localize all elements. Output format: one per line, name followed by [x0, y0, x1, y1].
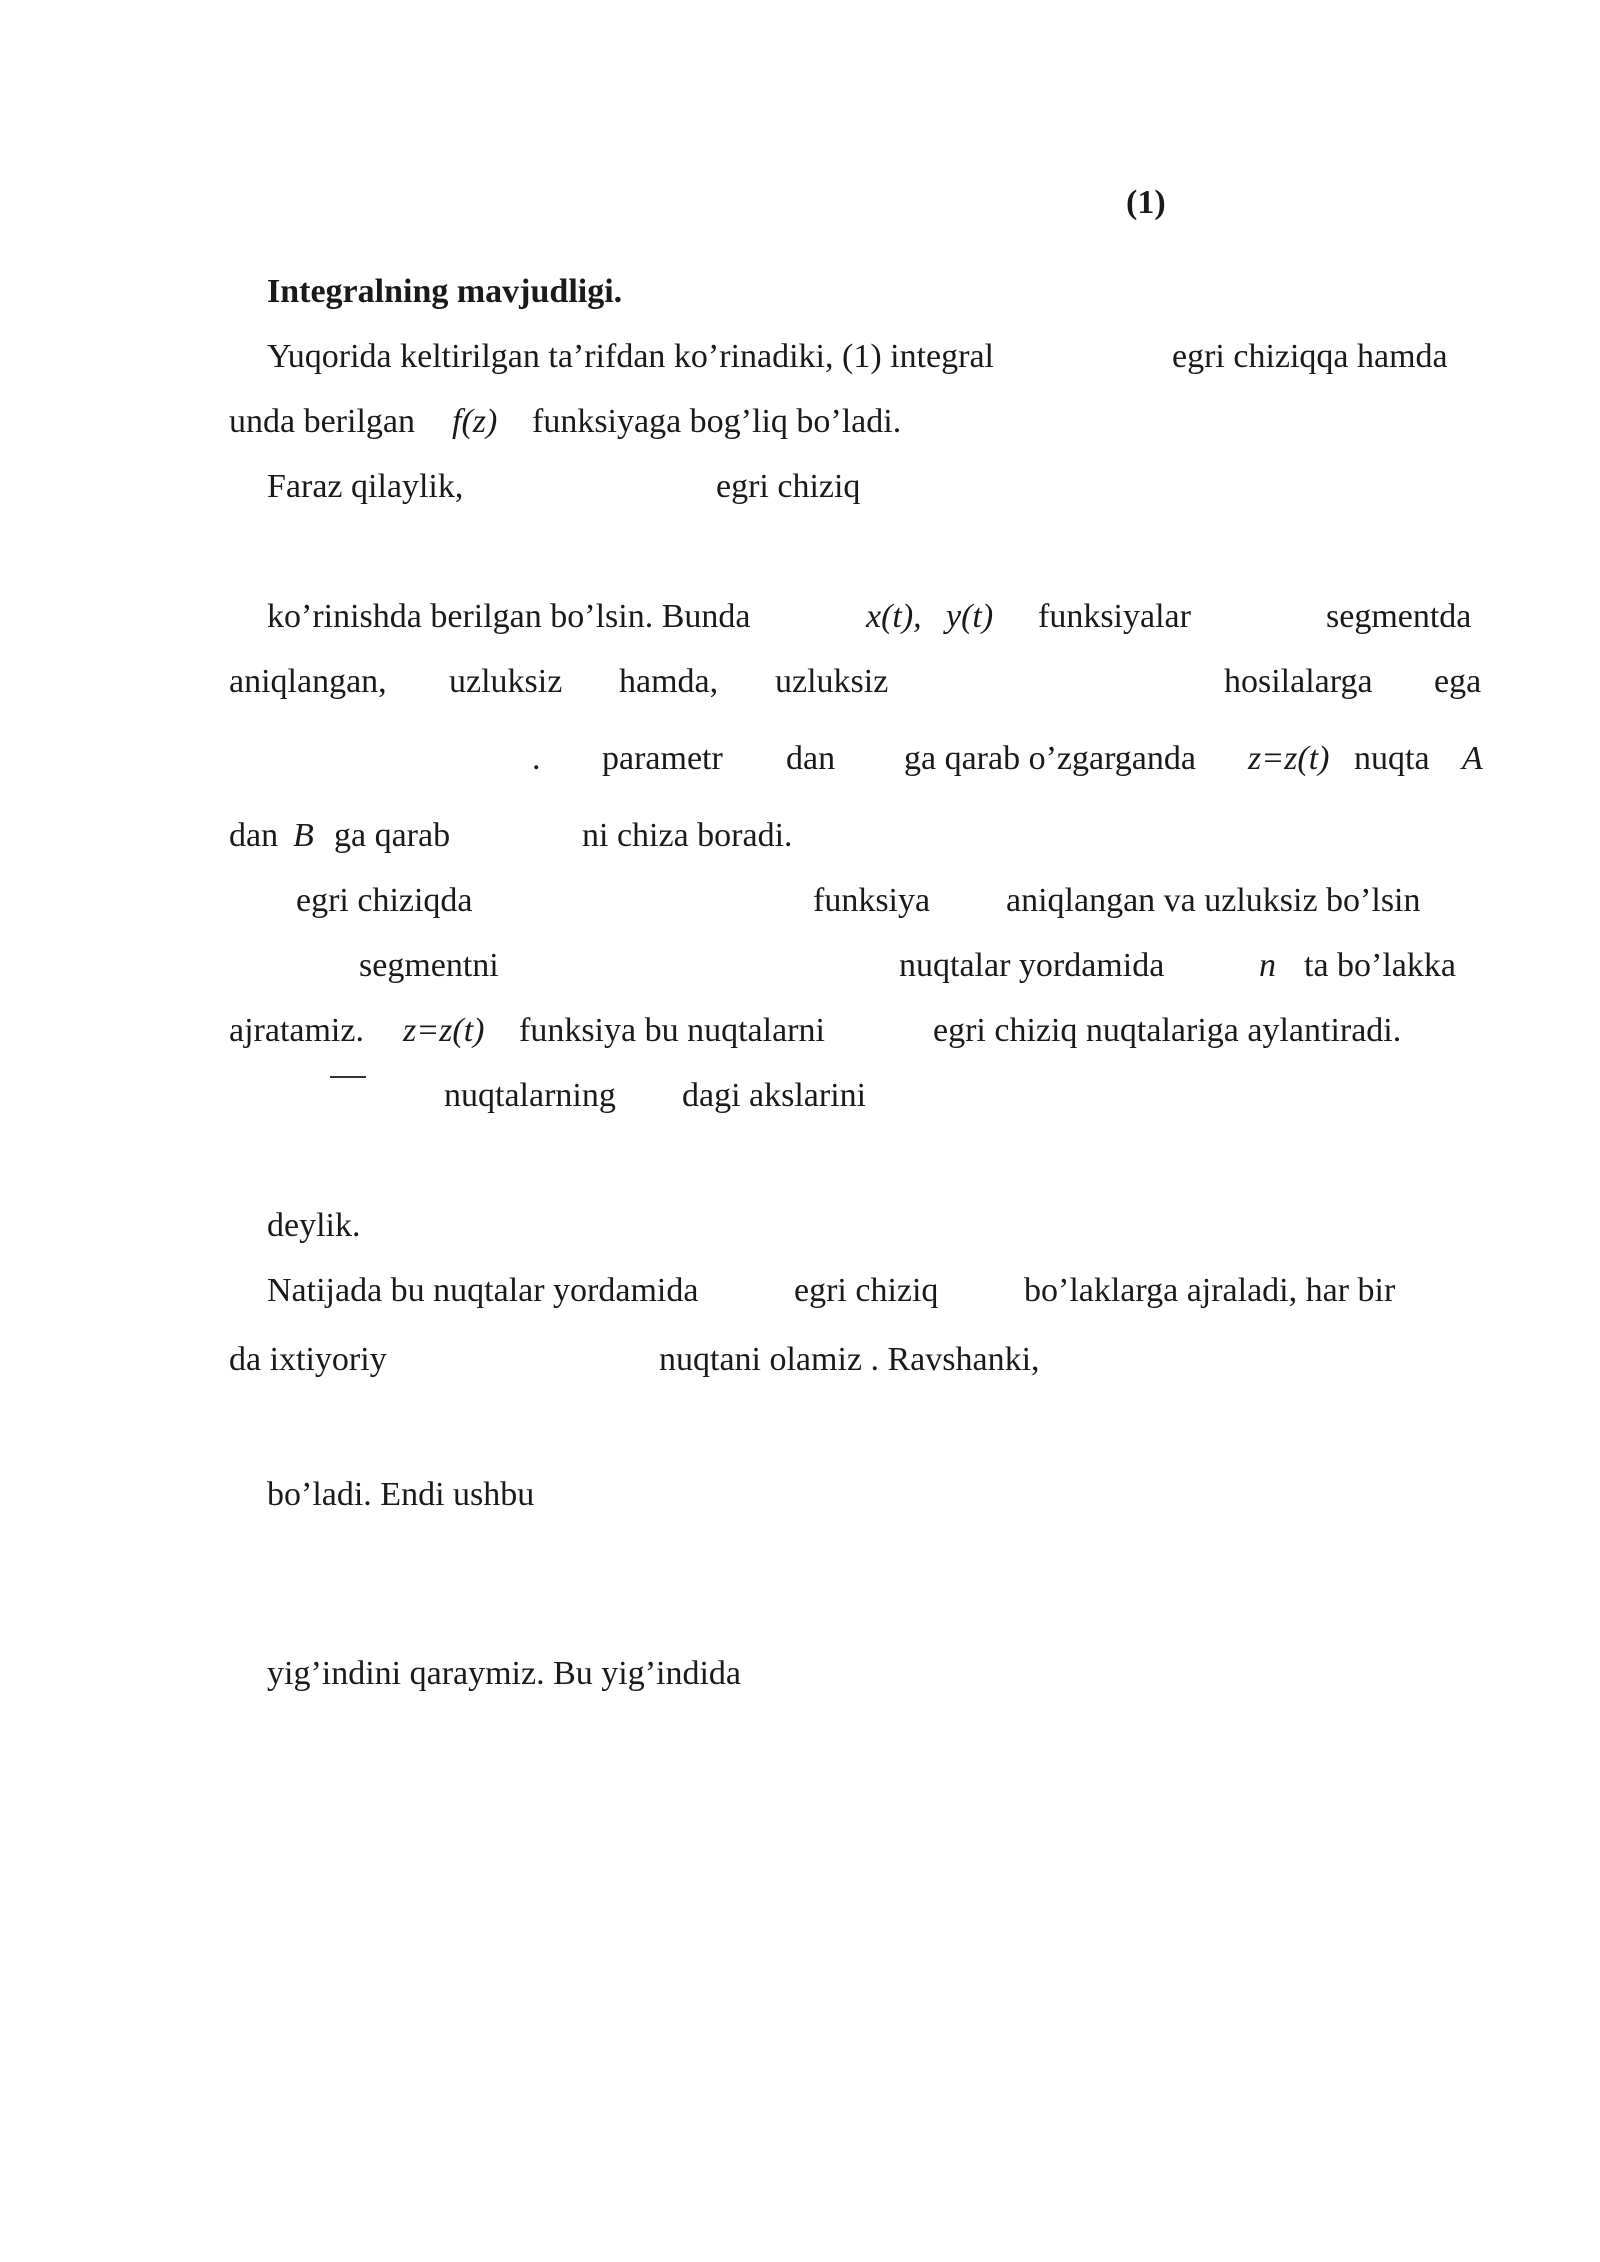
p1-line1-right: egri chiziqqa hamda [1172, 338, 1448, 375]
p3-line3-z: z=z(t) [1248, 740, 1330, 777]
p3-line2-c: hamda, [619, 663, 719, 700]
equation-label: (1) [1126, 184, 1166, 221]
p3-line3-c: ga qarab o’zgarganda [904, 740, 1196, 777]
p4-line3-a: ajratamiz. [229, 1012, 364, 1049]
p4-line2-b: nuqtalar yordamida [899, 947, 1165, 984]
p6-line2-b: nuqtani olamiz . Ravshanki, [659, 1341, 1040, 1378]
p4-line2-a: segmentni [359, 947, 499, 984]
p4-line2-n: n [1259, 947, 1276, 984]
section-heading: Integralning mavjudligi. [267, 273, 623, 310]
p1-line2-right: funksiyaga bog’liq bo’ladi. [532, 403, 902, 440]
p3-line2-d: uzluksiz [775, 663, 889, 700]
p4-line1-a: egri chiziqda [296, 882, 473, 919]
p3-line1-c: segmentda [1326, 598, 1472, 635]
p6-line2-a: da ixtiyoriy [229, 1341, 387, 1378]
p4-line3-b: funksiya bu nuqtalarni [519, 1012, 825, 1049]
p3-line2-a: aniqlangan, [229, 663, 387, 700]
p4-line4-b: dagi akslarini [682, 1077, 867, 1114]
p3-yt: y(t) [946, 598, 994, 635]
p3-line4-b: ga qarab [334, 817, 451, 854]
p1-line2-left: unda berilgan [229, 403, 415, 440]
p4-line1-b: funksiya [813, 882, 931, 919]
p3-line2-b: uzluksiz [449, 663, 563, 700]
p3-line2-e: hosilalarga [1224, 663, 1373, 700]
p3-line1-b: funksiyalar [1038, 598, 1191, 635]
p4-line3-z: z=z(t) [403, 1012, 485, 1049]
p3-line3-b: dan [786, 740, 836, 777]
p3-line4-a: dan [229, 817, 279, 854]
p4-line4-a: nuqtalarning [444, 1077, 616, 1114]
p3-line4-B: B [293, 817, 314, 854]
p1-line1-left: Yuqorida keltirilgan ta’rifdan ko’rinadiki, (1) integral [267, 338, 994, 375]
p3-line3-d: nuqta [1354, 740, 1430, 777]
p4-line1-c: aniqlangan va uzluksiz bo’lsin [1006, 882, 1421, 919]
p3-line3-A: A [1462, 740, 1483, 777]
p1-fz: f(z) [452, 403, 498, 440]
p3-line2-f: ega [1434, 663, 1482, 700]
p3-line3-a: parametr [602, 740, 723, 777]
p2-left: Faraz qilaylik, [267, 468, 464, 505]
overline-mark [330, 1076, 366, 1078]
p5-text: deylik. [267, 1207, 361, 1244]
p6-line1-a: Natijada bu nuqtalar yordamida [267, 1272, 699, 1309]
p3-line3-dot: . [532, 740, 541, 777]
p3-line1-a: ko’rinishda berilgan bo’lsin. Bunda [267, 598, 751, 635]
p2-right: egri chiziq [716, 468, 861, 505]
p3-line4-c: ni chiza boradi. [582, 817, 793, 854]
p3-xt: x(t), [866, 598, 922, 635]
p7-text: bo’ladi. Endi ushbu [267, 1476, 535, 1513]
p4-line2-c: ta bo’lakka [1304, 947, 1456, 984]
p8-text: yig’indini qaraymiz. Bu yig’indida [267, 1655, 742, 1692]
p6-line1-b: egri chiziq [794, 1272, 939, 1309]
p4-line3-c: egri chiziq nuqtalariga aylantiradi. [933, 1012, 1402, 1049]
p6-line1-c: bo’laklarga ajraladi, har bir [1024, 1272, 1396, 1309]
